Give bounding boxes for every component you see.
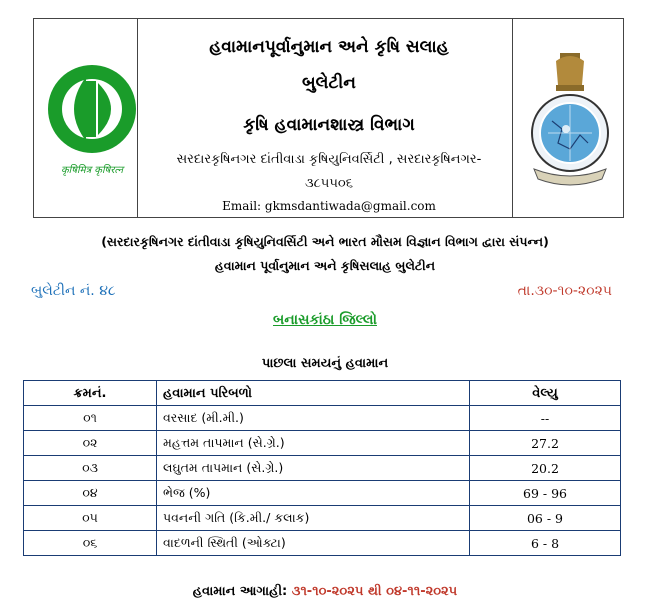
header-email: Email: gkmsdantiwada@gmail.com: [222, 199, 436, 213]
header-title-1: હવામાનપૂર્વાનુમાન અને કૃષિ સલાહ: [209, 37, 449, 57]
university-logo: [42, 57, 142, 187]
row-value: 20.2: [470, 456, 621, 481]
row-param: લઘુતમ તાપમાન (સે.ગ્રે.): [157, 456, 470, 481]
forecast-line: [0, 584, 650, 599]
row-param: વરસાદ (મી.મી.): [157, 406, 470, 431]
row-value: --: [470, 406, 621, 431]
table-row: [24, 406, 621, 431]
table-header-row: [24, 381, 621, 406]
header-address-1: સરદારકૃષિનગર દાંતીવાડા કૃષિયુનિવર્સિટી , સરદારકૃષિનગર-: [176, 152, 482, 167]
header-title-3: કૃષિ હવામાનશાસ્ત્ર વિભાગ: [243, 115, 415, 135]
row-value: 69 - 96: [470, 481, 621, 506]
row-param: પવનની ગતિ (કિ.મી./ કલાક): [157, 506, 470, 531]
row-no: ૦૩: [24, 456, 157, 481]
table-row: [24, 506, 621, 531]
bulletin-date: તા.૩૦-૧૦-૨૦૨૫: [517, 283, 612, 299]
past-weather-table: [23, 380, 621, 556]
col-header-param: હવામાન પરિબળો: [157, 381, 470, 406]
header-box: [33, 18, 624, 218]
row-no: ૦૪: [24, 481, 157, 506]
row-no: ૦૫: [24, 506, 157, 531]
row-value: 6 - 8: [470, 531, 621, 556]
district-name: [0, 312, 650, 328]
row-no: ૦૧: [24, 406, 157, 431]
header-address-2: ૩૮૫૫૦૬: [305, 176, 353, 191]
row-param: ભેજ (%): [157, 481, 470, 506]
header-title-2: બુલેટીન: [302, 73, 356, 93]
table-row: [24, 481, 621, 506]
logo-caption: कृषिमित्र कृषिरत्न: [60, 165, 124, 176]
row-param: મહત્તમ તાપમાન (સે.ગ્રે.): [157, 431, 470, 456]
table-row: [24, 456, 621, 481]
row-value: 27.2: [470, 431, 621, 456]
district-label: બનાસકાંઠા જિલ્લો: [273, 312, 377, 328]
row-param: વાદળની સ્થિતી (ઓક્ટા): [157, 531, 470, 556]
row-value: 06 - 9: [470, 506, 621, 531]
subtitle-institutions: (સરદારકૃષિનગર દાંતીવાડા કૃષિયુનિવર્સિટી અને ભારત મૌસમ વિજ્ઞાન વિભાગ દ્વારા સંપન્ન): [101, 234, 549, 249]
imd-emblem: [522, 51, 618, 191]
col-header-value: વેલ્યુ: [470, 381, 621, 406]
row-no: ૦૨: [24, 431, 157, 456]
col-header-no: ક્રમનં.: [24, 381, 157, 406]
row-no: ૦૬: [24, 531, 157, 556]
forecast-range: ૩૧-૧૦-૨૦૨૫ થી ૦૪-૧૧-૨૦૨૫: [291, 584, 458, 599]
table-row: [24, 431, 621, 456]
subtitle-bulletin: હવામાન પૂર્વાનુમાન અને કૃષિસલાહ બુલેટીન: [214, 258, 436, 273]
forecast-label: હવામાન આગાહી:: [192, 584, 288, 599]
past-weather-title: પાછલા સમયનું હવામાન: [261, 356, 389, 371]
table-row: [24, 531, 621, 556]
bulletin-number: બુલેટીન નં. ૪૮: [31, 283, 116, 299]
